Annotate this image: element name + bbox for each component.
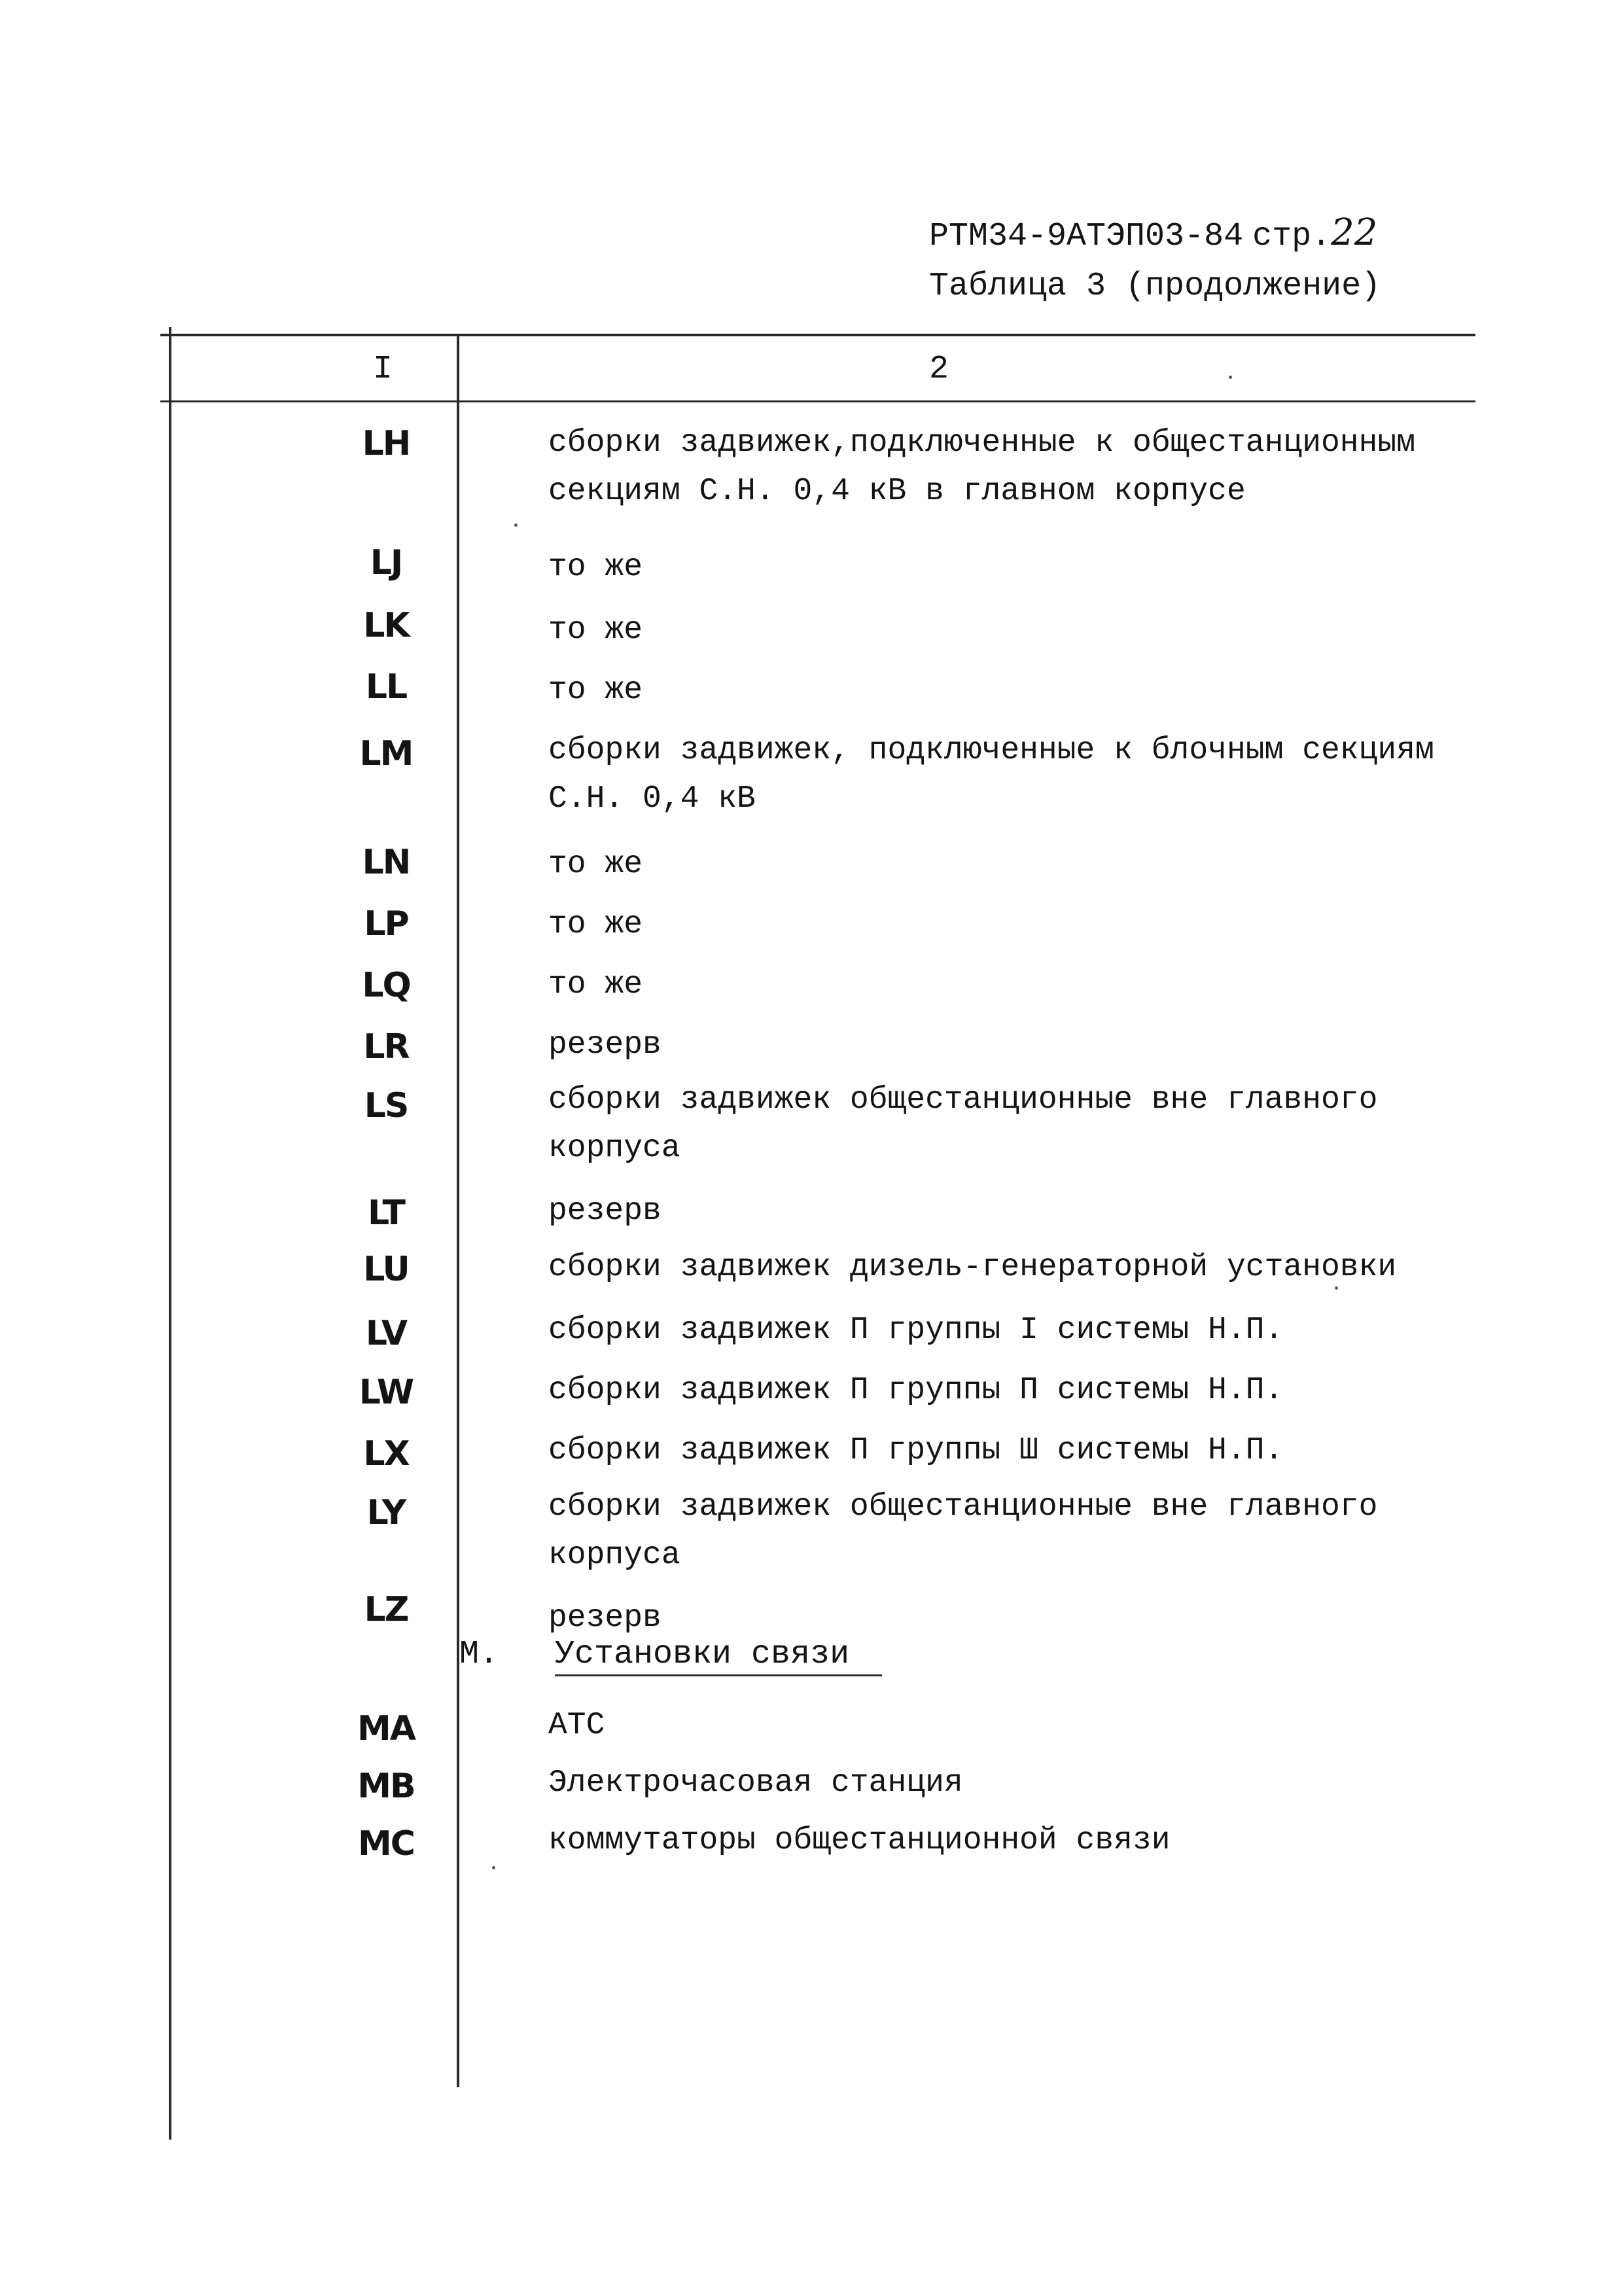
row-description: Электрочасовая станция	[548, 1765, 963, 1801]
document-code: РТМ34-9АТЭП03-84	[929, 218, 1244, 255]
table-column-divider	[457, 334, 459, 2087]
row-description: то же	[548, 550, 643, 585]
row-code: LQ	[362, 966, 410, 1005]
row-description: то же	[548, 847, 643, 882]
section-letter: М.	[459, 1636, 499, 1673]
page-label: стр.	[1252, 218, 1331, 255]
row-description: резерв	[548, 1600, 661, 1636]
row-code: LK	[363, 606, 409, 645]
scan-speck	[492, 1866, 495, 1869]
row-code: LV	[365, 1314, 407, 1353]
scan-speck	[1229, 376, 1232, 379]
row-code: LT	[368, 1193, 404, 1233]
row-code: LH	[362, 424, 410, 463]
section-title: Установки связи	[555, 1636, 882, 1676]
row-code: LU	[363, 1250, 409, 1289]
row-description: резерв	[548, 1193, 661, 1229]
row-code: LN	[362, 843, 410, 882]
row-description: сборки задвижек П группы Ш системы Н.П.	[548, 1433, 1284, 1468]
row-code: LS	[364, 1086, 408, 1125]
row-code: МВ	[357, 1767, 415, 1806]
row-description: резерв	[548, 1027, 661, 1063]
row-code: LL	[365, 667, 407, 707]
row-description: то же	[548, 967, 643, 1002]
row-description: сборки задвижек П группы П системы Н.П.	[548, 1373, 1284, 1408]
table-caption: Таблица 3 (продолжение)	[929, 268, 1381, 305]
scan-speck	[514, 523, 518, 527]
row-description: то же	[548, 907, 643, 942]
row-description: то же	[548, 673, 643, 708]
row-code: МА	[357, 1709, 415, 1748]
column-header-1: I	[373, 351, 393, 388]
row-code: LM	[359, 734, 413, 773]
column-header-2: 2	[929, 351, 949, 388]
table-left-rule	[169, 327, 171, 2140]
row-description: АТС	[548, 1708, 605, 1743]
row-description: сборки задвижек общестанционные вне главного корпуса	[548, 1082, 1378, 1166]
row-code: LR	[363, 1027, 409, 1067]
row-code: LP	[364, 904, 408, 944]
row-code: LW	[359, 1373, 414, 1412]
row-description: сборки задвижек, подключенные к блочным секциям С.Н. 0,4 кВ	[548, 733, 1434, 817]
row-code: LZ	[364, 1590, 408, 1629]
scan-speck	[1335, 1286, 1338, 1290]
row-description: сборки задвижек,подключенные к общестанционным секциям С.Н. 0,4 кВ в главном корпусе	[548, 425, 1416, 509]
page-header	[929, 208, 1381, 311]
row-description: то же	[548, 612, 643, 648]
row-code: МС	[358, 1824, 414, 1863]
row-code: LX	[363, 1434, 409, 1474]
row-code: LY	[366, 1493, 406, 1532]
row-description: сборки задвижек дизель-генераторной установки	[548, 1250, 1397, 1285]
row-code: LJ	[370, 543, 402, 582]
row-description: коммутаторы общестанционной связи	[548, 1823, 1171, 1858]
table-top-rule	[160, 334, 1475, 336]
page-number: 22	[1331, 211, 1378, 254]
table-header-rule	[160, 400, 1475, 402]
row-description: сборки задвижек П группы I системы Н.П.	[548, 1313, 1284, 1348]
row-description: сборки задвижек общестанционные вне главного корпуса	[548, 1489, 1378, 1573]
